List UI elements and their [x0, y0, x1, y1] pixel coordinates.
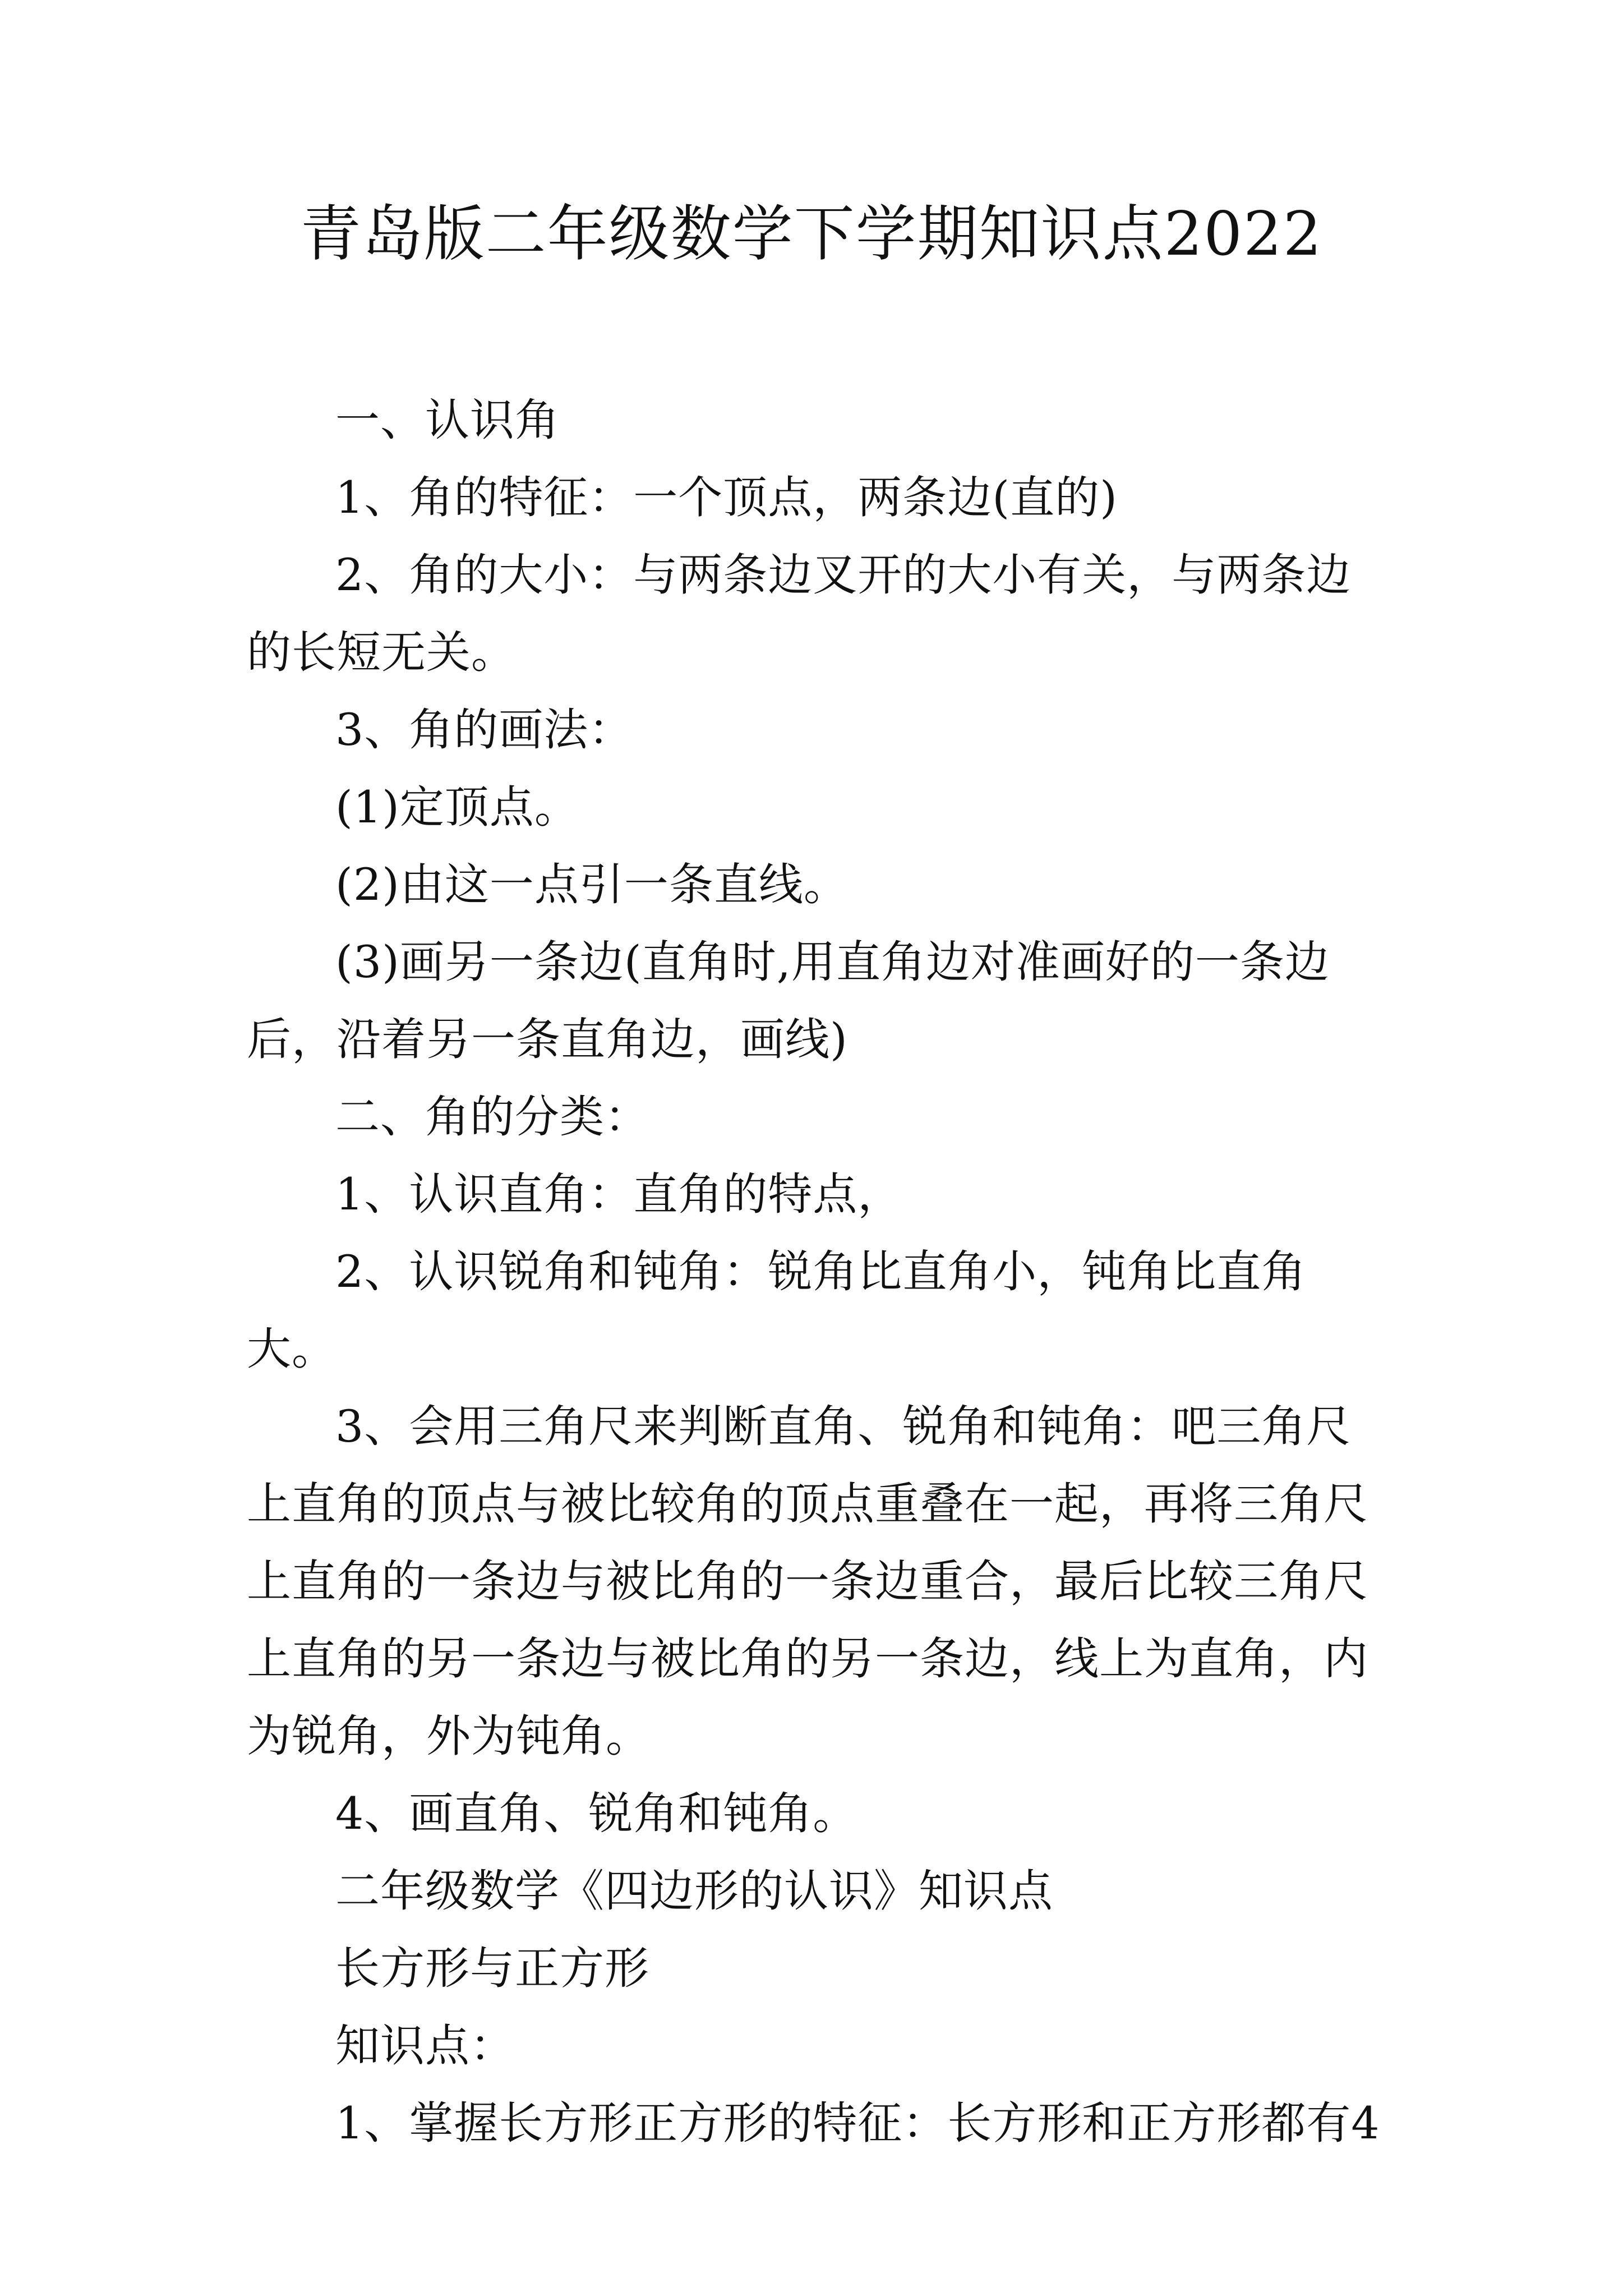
paragraph-section-heading-angles: 一、认识角 — [335, 394, 560, 446]
paragraph: 1、角的特征：一个顶点，两条边(直的) — [335, 472, 1118, 523]
paragraph: (2)由这一点引一条直线。 — [335, 859, 849, 910]
paragraph: 1、掌握长方形正方形的特征：长方形和正方形都有4 — [335, 2097, 1380, 2149]
paragraph: 4、画直角、锐角和钝角。 — [335, 1788, 858, 1839]
paragraph: 2、认识锐角和钝角：锐角比直角小，钝角比直角大。 — [247, 1246, 1307, 1375]
paragraph: 3、角的画法： — [335, 704, 634, 756]
paragraph-section-heading-classification: 二、角的分类： — [335, 1091, 649, 1143]
paragraph-section-heading-quadrilaterals: 二年级数学《四边形的认识》知识点 — [335, 1865, 1053, 1917]
paragraph: 2、角的大小：与两条边叉开的大小有关，与两条边的长短无关。 — [247, 549, 1352, 678]
paragraph-subheading-rectangle-square: 长方形与正方形 — [335, 1943, 649, 1994]
document-title: 青岛版二年级数学下学期知识点2022 — [300, 199, 1323, 269]
paragraph: (3)画另一条边(直角时,用直角边对准画好的一条边后，沿着另一条直角边，画线) — [247, 936, 1330, 1065]
paragraph: 1、认识直角：直角的特点， — [335, 1168, 903, 1220]
paragraph: 3、会用三角尺来判断直角、锐角和钝角：吧三角尺上直角的顶点与被比较角的顶点重叠在一起，再将三角尺上直角的一条边与被比角的一条边重合，最后比较三角尺上直角的另一条边与被比角的另一条边，线上为直角，内为锐角，外为钝角。 — [247, 1401, 1368, 1762]
paragraph-subheading-knowledge-points: 知识点： — [335, 2020, 515, 2072]
paragraph: (1)定顶点。 — [335, 781, 579, 833]
document-body — [247, 381, 1391, 2162]
